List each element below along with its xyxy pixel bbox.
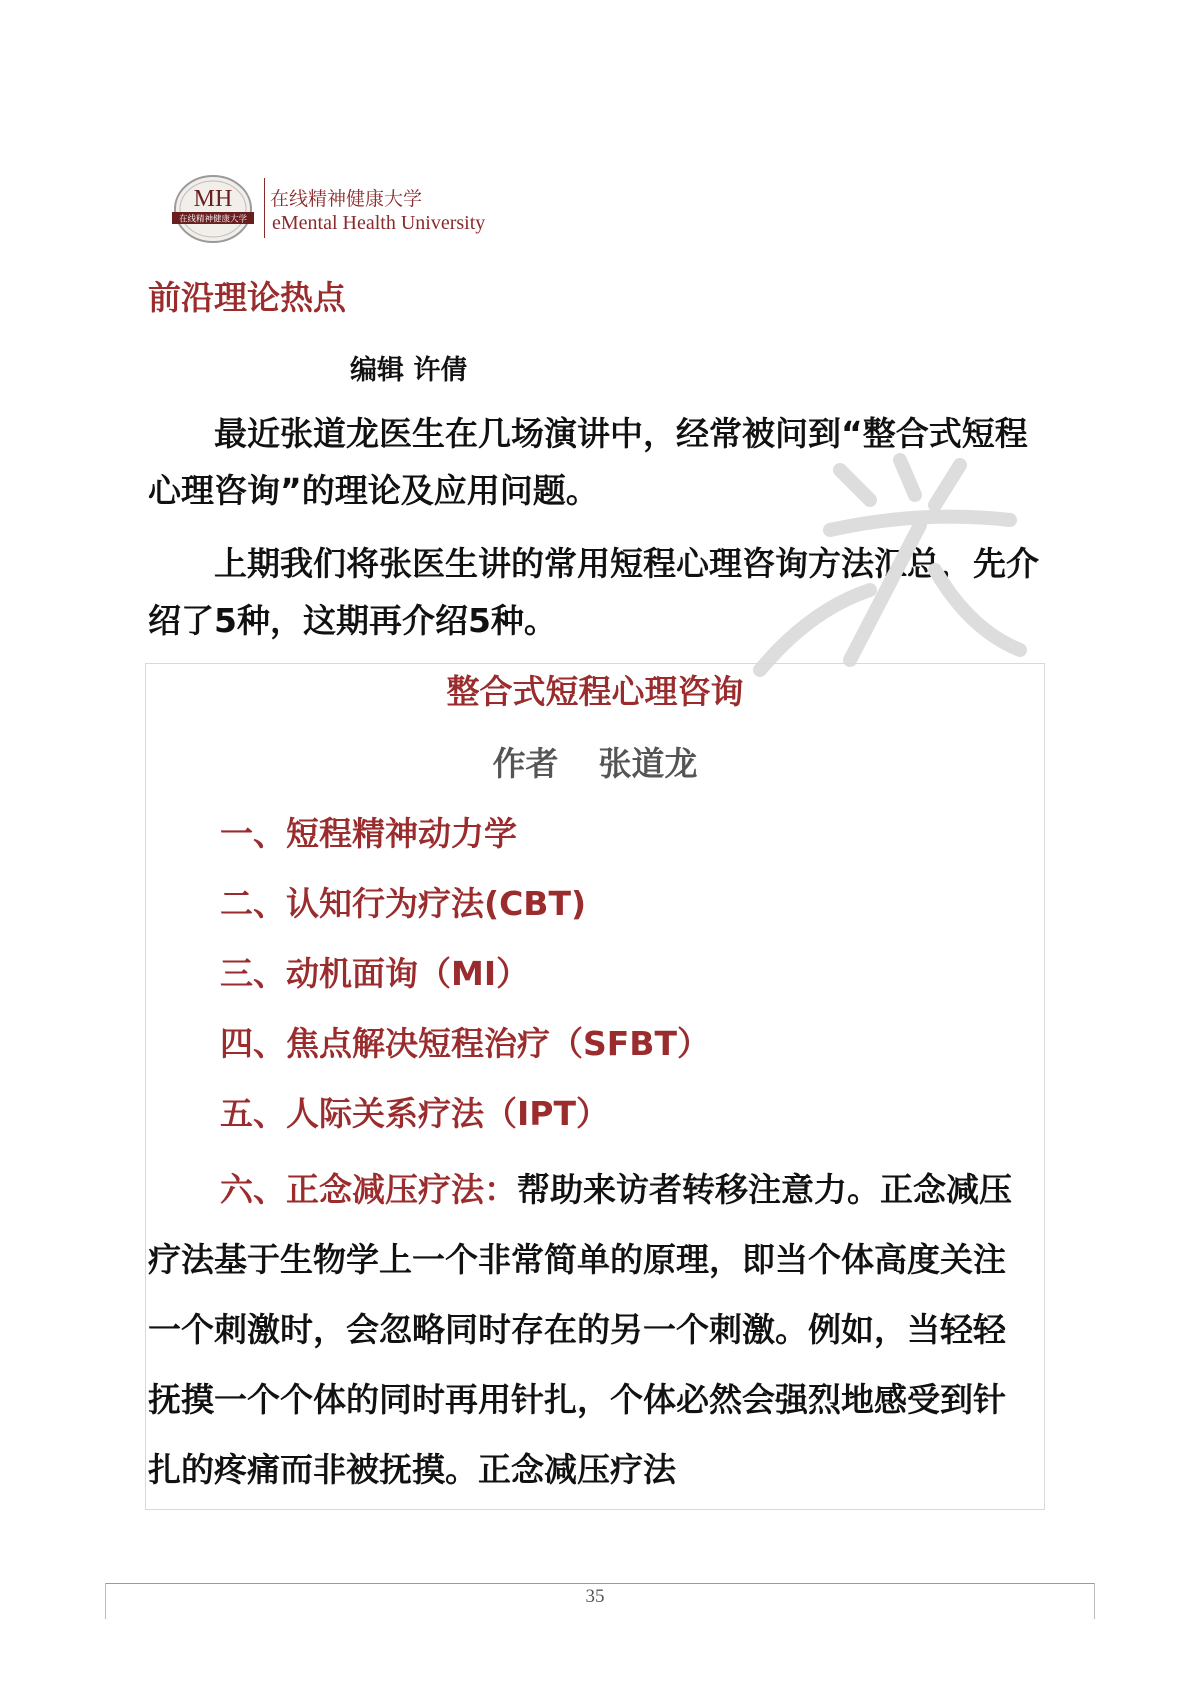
- author-label: 作者: [492, 744, 559, 783]
- logo-name-en: eMental Health University: [272, 212, 486, 234]
- method-item-5: 五、人际关系疗法（IPT）: [220, 1094, 609, 1133]
- method-item-1: 一、短程精神动力学: [220, 814, 517, 853]
- mh-seal-icon: [172, 174, 254, 244]
- logo-divider: [264, 178, 265, 238]
- university-logo: [172, 174, 502, 244]
- seal-initials: MH: [193, 186, 233, 212]
- article-title: 整合式短程心理咨询: [446, 672, 744, 711]
- method-item-6-text: 帮助来访者转移注意力。正念减压疗法基于生物学上一个非常简单的原理，即当个体高度关注一个刺激时，会忽略同时存在的另一个刺激。例如，当轻轻抚摸一个个体的同时再用针扎，个体必然会强烈地感受到针扎的疼痛而非被抚摸。正念减压疗法: [148, 1170, 1012, 1489]
- intro-paragraph-1-text: 最近张道龙医生在几场演讲中，经常被问到“整合式短程心理咨询”的理论及应用问题。: [148, 414, 1028, 510]
- page-number: 35: [585, 1586, 605, 1607]
- footer-rule: [105, 1583, 1095, 1584]
- logo-name-cn: 在线精神健康大学: [270, 188, 423, 210]
- method-item-3: 三、动机面询（MI）: [220, 954, 530, 993]
- editor-line: 编辑 许倩: [350, 355, 468, 386]
- seal-band-text: 在线精神健康大学: [178, 214, 248, 225]
- author-name: 张道龙: [598, 744, 698, 783]
- calligraphy-watermark-icon: [720, 440, 1040, 680]
- method-item-4: 四、焦点解决短程治疗（SFBT）: [220, 1024, 710, 1063]
- method-item-6: [148, 1155, 1028, 1505]
- intro-paragraph-2-text: 上期我们将张医生讲的常用短程心理咨询方法汇总，先介绍了5种，这期再介绍5种。: [148, 544, 1039, 640]
- method-item-2: 二、认知行为疗法(CBT): [220, 884, 587, 923]
- section-title: 前沿理论热点: [148, 278, 346, 317]
- article-author: [145, 738, 1045, 785]
- method-item-6-heading: 六、正念减压疗法：: [220, 1170, 517, 1209]
